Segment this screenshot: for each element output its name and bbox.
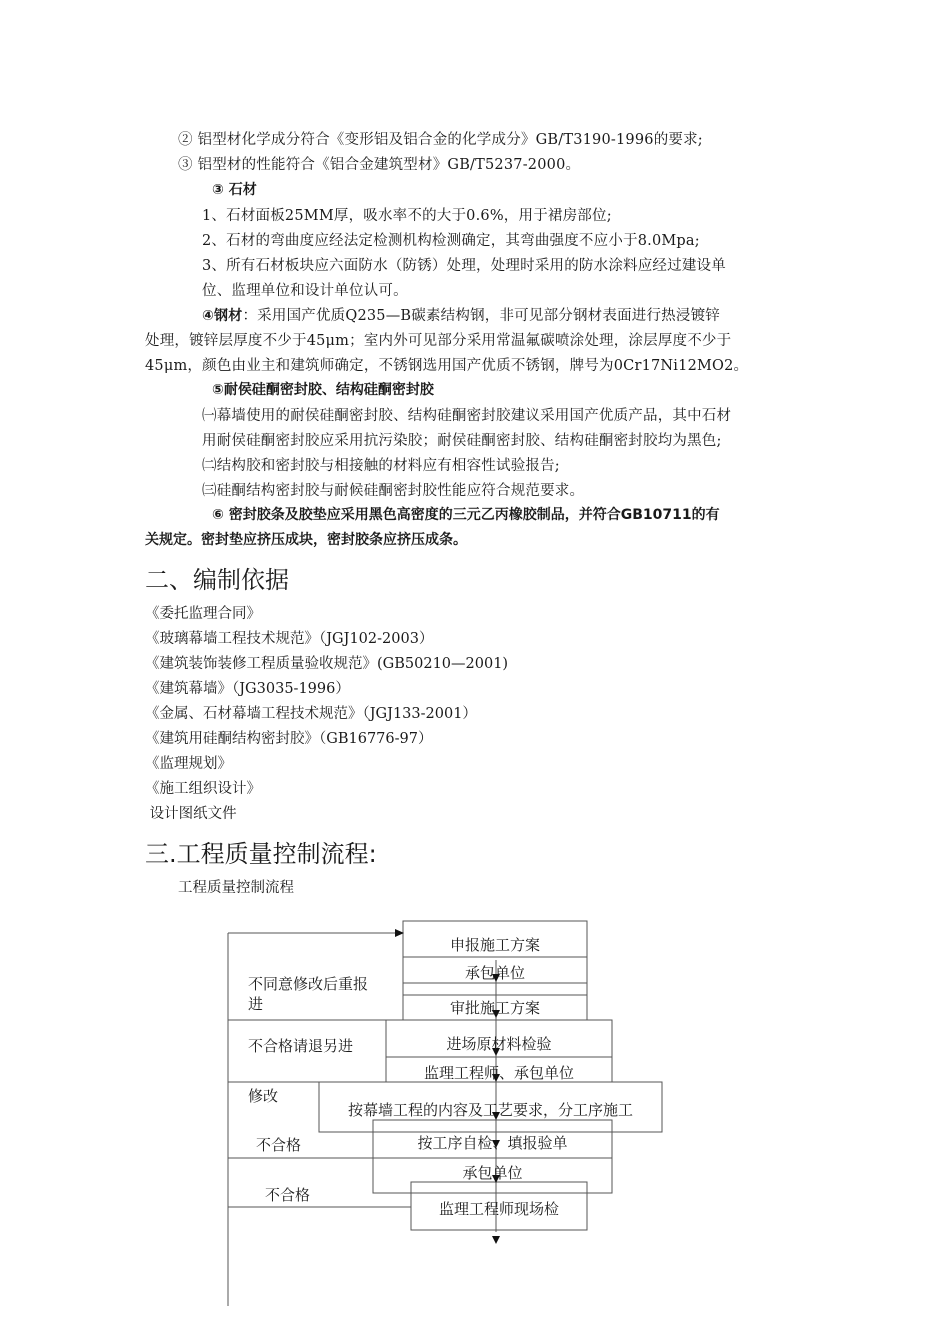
basis-item: 《建筑装饰装修工程质量验收规范》(GB50210—2001) bbox=[145, 656, 509, 672]
steel-line-2: 处理，镀锌层厚度不少于45μm；室内外可见部分采用常温氟碳喷涂处理，涂层厚度不少于 bbox=[145, 333, 732, 349]
aluminum-line-2: ③ 铝型材的性能符合《铝合金建筑型材》GB/T5237-2000。 bbox=[178, 157, 581, 173]
stone-line-4: 位、监理单位和设计单位认可。 bbox=[202, 283, 408, 299]
flow-caption: 工程质量控制流程 bbox=[178, 880, 294, 896]
sealant-line-2: 用耐侯硅酮密封胶应采用抗污染胶；耐侯硅酮密封胶、结构硅酮密封胶均为黑色; bbox=[202, 433, 722, 449]
flow-side-label-fail-2: 不合格 bbox=[265, 1186, 311, 1204]
basis-heading: 二、编制依据 bbox=[145, 566, 289, 594]
basis-item: 《委托监理合同》 bbox=[145, 606, 261, 622]
stone-line-2: 2、石材的弯曲度应经法定检测机构检测确定，其弯曲强度不应小于8.0Mpa; bbox=[202, 233, 700, 249]
rubber-line-2: 关规定。密封垫应挤压成块，密封胶条应挤压成条。 bbox=[145, 532, 467, 548]
stone-line-1: 1、石材面板25MM厚，吸水率不的大于0.6%，用于裙房部位; bbox=[202, 208, 612, 224]
arrow-down-icon bbox=[492, 1236, 500, 1244]
flow-side-label-fail-1: 不合格 bbox=[256, 1136, 302, 1154]
steel-text: ：采用国产优质Q235—B碳素结构钢，非可见部分钢材表面进行热浸镀锌 bbox=[242, 308, 720, 324]
basis-item: 《玻璃幕墙工程技术规范》（JGJ102-2003） bbox=[145, 631, 434, 647]
basis-item: 《建筑幕墙》（JG3035-1996） bbox=[145, 681, 350, 697]
flow-side-label-resubmit: 不同意修改后重报 bbox=[248, 975, 369, 993]
steel-line-3: 45μm，颜色由业主和建筑师确定，不锈钢选用国产优质不锈钢，牌号为0Cr17Ni12MO2。 bbox=[145, 358, 749, 374]
flow-label-supervisor: 监理工程师、承包单位 bbox=[423, 1064, 574, 1082]
rubber-line-1: ⑥ 密封胶条及胶垫应采用黑色高密度的三元乙丙橡胶制品，并符合GB10711的有 bbox=[212, 507, 720, 523]
sealant-heading: ⑤耐侯硅酮密封胶、结构硅酮密封胶 bbox=[212, 382, 434, 398]
basis-item: 《监理规划》 bbox=[145, 756, 232, 772]
steel-heading: ④钢材 bbox=[202, 308, 243, 324]
flow-label-apply: 申报施工方案 bbox=[449, 936, 540, 954]
basis-item: 《金属、石材幕墙工程技术规范》（JGJ133-2001） bbox=[145, 706, 477, 722]
flow-label-inspect: 监理工程师现场检 bbox=[438, 1200, 559, 1218]
flow-label-contractor: 承包单位 bbox=[464, 964, 525, 982]
flow-label-selfcheck: 按工序自检、填报验单 bbox=[417, 1134, 568, 1152]
basis-item: 《建筑用硅酮结构密封胶》（GB16776-97） bbox=[145, 731, 433, 747]
sealant-line-1: ㈠幕墙使用的耐侯硅酮密封胶、结构硅酮密封胶建议采用国产优质产品，其中石材 bbox=[202, 408, 732, 424]
sealant-line-3: ㈡结构胶和密封胶与相接触的材料应有相容性试验报告; bbox=[202, 458, 560, 474]
basis-item: 设计图纸文件 bbox=[145, 806, 237, 822]
basis-item: 《施工组织设计》 bbox=[145, 781, 261, 797]
flow-label-contractor-2: 承包单位 bbox=[462, 1164, 523, 1182]
flow-side-label-reject-material: 不合格请退另进 bbox=[248, 1037, 354, 1055]
aluminum-line-1: ② 铝型材化学成分符合《变形铝及铝合金的化学成分》GB/T3190-1996的要求; bbox=[178, 132, 703, 148]
flow-heading: 三.工程质量控制流程: bbox=[145, 840, 377, 868]
flow-label-approve: 审批施工方案 bbox=[449, 999, 540, 1017]
flow-side-label-modify: 修改 bbox=[248, 1087, 279, 1105]
sealant-line-4: ㈢硅酮结构密封胶与耐候硅酮密封胶性能应符合规范要求。 bbox=[202, 483, 585, 499]
stone-heading: ③ 石材 bbox=[212, 182, 257, 198]
flow-label-construct: 按幕墙工程的内容及工艺要求，分工序施工 bbox=[347, 1101, 633, 1119]
flow-label-material: 进场原材料检验 bbox=[446, 1035, 552, 1053]
flow-side-label-resubmit-cont: 进 bbox=[248, 995, 264, 1013]
stone-line-3: 3、所有石材板块应六面防水（防锈）处理，处理时采用的防水涂料应经过建设单 bbox=[202, 258, 726, 274]
